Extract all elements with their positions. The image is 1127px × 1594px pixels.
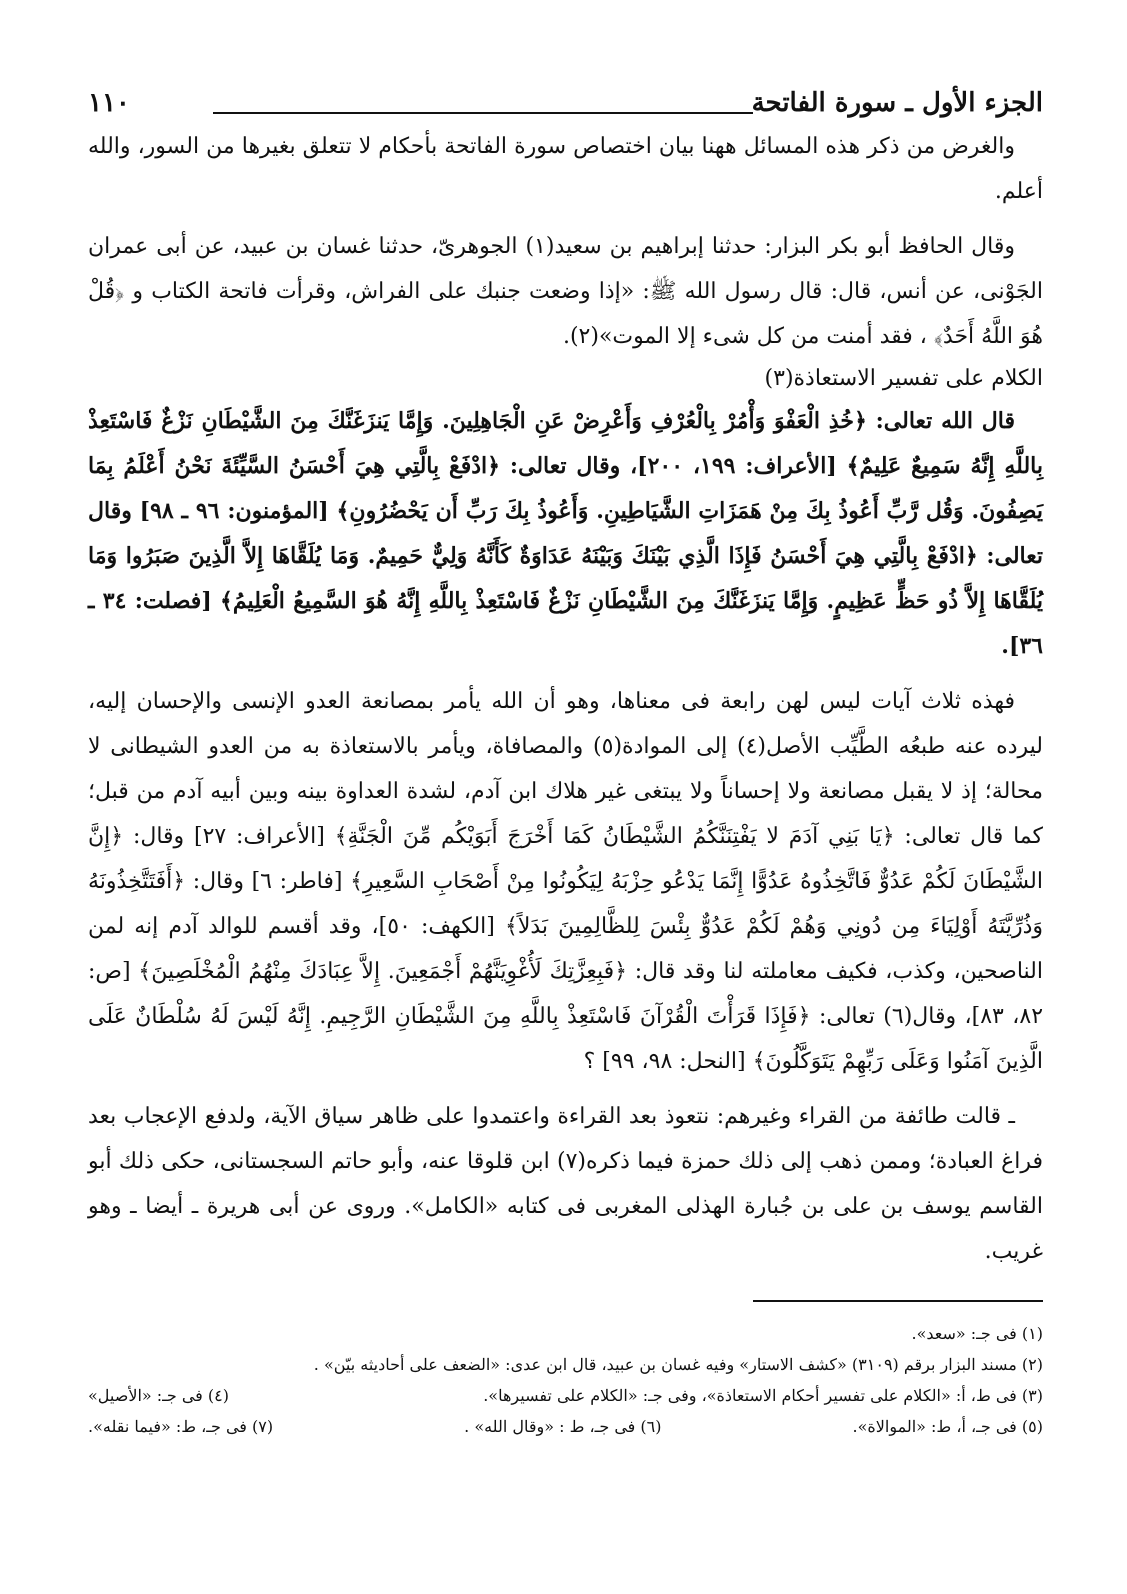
header-rule	[213, 112, 753, 114]
running-title: الجزء الأول ـ سورة الفاتحة	[751, 88, 1043, 118]
footnote-2: (٢) مسند البزار برقم (٣١٠٩) «كشف الاستار» وفيه غسان بن عبيد، قال ابن عدى: «الضعف على أحاديثه بيّن» .	[313, 1355, 1043, 1374]
footnotes	[88, 1318, 1043, 1442]
paragraph-hadith: وقال الحافظ أبو بكر البزار: حدثنا إبراهيم بن سعيد(١) الجوهرىّ، حدثنا غسان بن عبيد، عن أبى عمران الجَوْنى، عن أنس، قال: قال رسول الله ﷺ: «إذا وضعت جنبك على الفراش، وقرأت فاتحة الكتاب و ﴿قُلْ هُوَ اللَّهُ أَحَدٌ﴾ ، فقد أمنت من كل شىء إلا الموت»(٢).	[88, 234, 1043, 349]
paragraph-opinions: ـ قالت طائفة من القراء وغيرهم: نتعوذ بعد القراءة واعتمدوا على ظاهر سياق الآية، ولدفع الإعجاب بعد فراغ العبادة؛ وممن ذهب إلى ذلك حمزة فيما ذكره(٧) ابن قلوقا عنه، وأبو حاتم السجستانى، حكى ذلك أبو القاسم يوسف بن على بن جُبارة الهذلى المغربى فى كتابه «الكامل». وروى عن أبى هريرة ـ أيضا ـ وهو غريب.	[88, 1104, 1043, 1264]
footnote-6: (٦) فى جـ، ط : «وقال الله» .	[464, 1417, 662, 1436]
page-header	[88, 80, 1043, 124]
footnote-4: (٤) فى جـ: «الأصيل»	[88, 1386, 229, 1405]
footnote-rule	[753, 1300, 1043, 1302]
footnote-7: (٧) فى جـ، ط: «فيما نقله».	[88, 1417, 274, 1436]
book-page	[88, 80, 1043, 1442]
paragraph-purpose: والغرض من ذكر هذه المسائل ههنا بيان اختصاص سورة الفاتحة بأحكام لا تتعلق بغيرها من السور، والله أعلم.	[88, 134, 1043, 204]
footnote-row-3	[88, 1380, 1043, 1411]
section-heading: الكلام على تفسير الاستعاذة(٣)	[764, 366, 1043, 391]
footnote-3: (٣) فى ط، أ: «الكلام على تفسير أحكام الاستعاذة»، وفى جـ: «الكلام على تفسيرها».	[483, 1386, 1043, 1405]
footnote-row-5	[88, 1411, 1043, 1442]
footnote-5: (٥) فى جـ، أ، ط: «الموالاة».	[852, 1417, 1043, 1436]
paragraph-commentary: فهذه ثلاث آيات ليس لهن رابعة فى معناها، وهو أن الله يأمر بمصانعة العدو الإنسى والإحسان إليه، ليرده عنه طبعُه الطَّيِّب الأصل(٤) إلى الموادة(٥) والمصافاة، ويأمر بالاستعاذة به من العدو الشيطانى لا محالة؛ إذ لا يقبل مصانعة ولا إحساناً ولا يبتغى غير هلاك ابن آدم، لشدة العداوة بينه وبين أبيه آدم من قبل؛ كما قال تعالى: ﴿يَا بَنِي آدَمَ لا يَفْتِنَنَّكُمُ الشَّيْطَانُ كَمَا أَخْرَجَ أَبَوَيْكُم مِّنَ الْجَنَّةِ﴾ [الأعراف: ٢٧] وقال: ﴿إِنَّ الشَّيْطَانَ لَكُمْ عَدُوٌّ فَاتَّخِذُوهُ عَدُوًّا إِنَّمَا يَدْعُو حِزْبَهُ لِيَكُونُوا مِنْ أَصْحَابِ السَّعِيرِ﴾ [فاطر: ٦] وقال: ﴿أَفَتَتَّخِذُونَهُ وَذُرِّيَّتَهُ أَوْلِيَاءَ مِن دُونِي وَهُمْ لَكُمْ عَدُوٌّ بِئْسَ لِلظَّالِمِينَ بَدَلاً﴾ [الكهف: ٥٠]، وقد أقسم للوالد آدم إنه لمن الناصحين، وكذب، فكيف معاملته لنا وقد قال: ﴿فَبِعِزَّتِكَ لَأُغْوِيَنَّهُمْ أَجْمَعِينَ. إِلاَّ عِبَادَكَ مِنْهُمُ الْمُخْلَصِينَ﴾ [ص: ٨٢، ٨٣]، وقال(٦) تعالى: ﴿فَإِذَا قَرَأْتَ الْقُرْآنَ فَاسْتَعِذْ بِاللَّهِ مِنَ الشَّيْطَانِ الرَّجِيمِ. إِنَّهُ لَيْسَ لَهُ سُلْطَانٌ عَلَى الَّذِينَ آمَنُوا وَعَلَى رَبِّهِمْ يَتَوَكَّلُونَ﴾ [النحل: ٩٨، ٩٩] ؟	[88, 689, 1044, 1074]
footnote-1: (١) فى جـ: «سعد».	[911, 1324, 1043, 1343]
page-number: ١١٠	[88, 88, 130, 118]
paragraph-verses: قال الله تعالى: ﴿خُذِ الْعَفْوَ وَأْمُرْ بِالْعُرْفِ وَأَعْرِضْ عَنِ الْجَاهِلِينَ. وَإِمَّا يَنزَغَنَّكَ مِنَ الشَّيْطَانِ نَزْغٌ فَاسْتَعِذْ بِاللَّهِ إِنَّهُ سَمِيعٌ عَلِيمٌ﴾ [الأعراف: ١٩٩، ٢٠٠]، وقال تعالى: ﴿ادْفَعْ بِالَّتِي هِيَ أَحْسَنُ السَّيِّئَةَ نَحْنُ أَعْلَمُ بِمَا يَصِفُونَ. وَقُل رَّبِّ أَعُوذُ بِكَ مِنْ هَمَزَاتِ الشَّيَاطِينِ. وَأَعُوذُ بِكَ رَبِّ أَن يَحْضُرُونِ﴾ [المؤمنون: ٩٦ ـ ٩٨] وقال تعالى: ﴿ادْفَعْ بِالَّتِي هِيَ أَحْسَنُ فَإِذَا الَّذِي بَيْنَكَ وَبَيْنَهُ عَدَاوَةٌ كَأَنَّهُ وَلِيٌّ حَمِيمٌ. وَمَا يُلَقَّاهَا إِلاَّ الَّذِينَ صَبَرُوا وَمَا يُلَقَّاهَا إِلاَّ ذُو حَظٍّ عَظِيمٍ. وَإِمَّا يَنزَغَنَّكَ مِنَ الشَّيْطَانِ نَزْغٌ فَاسْتَعِذْ بِاللَّهِ إِنَّهُ هُوَ السَّمِيعُ الْعَلِيمُ﴾ [فصلت: ٣٤ ـ ٣٦].	[88, 408, 1043, 659]
